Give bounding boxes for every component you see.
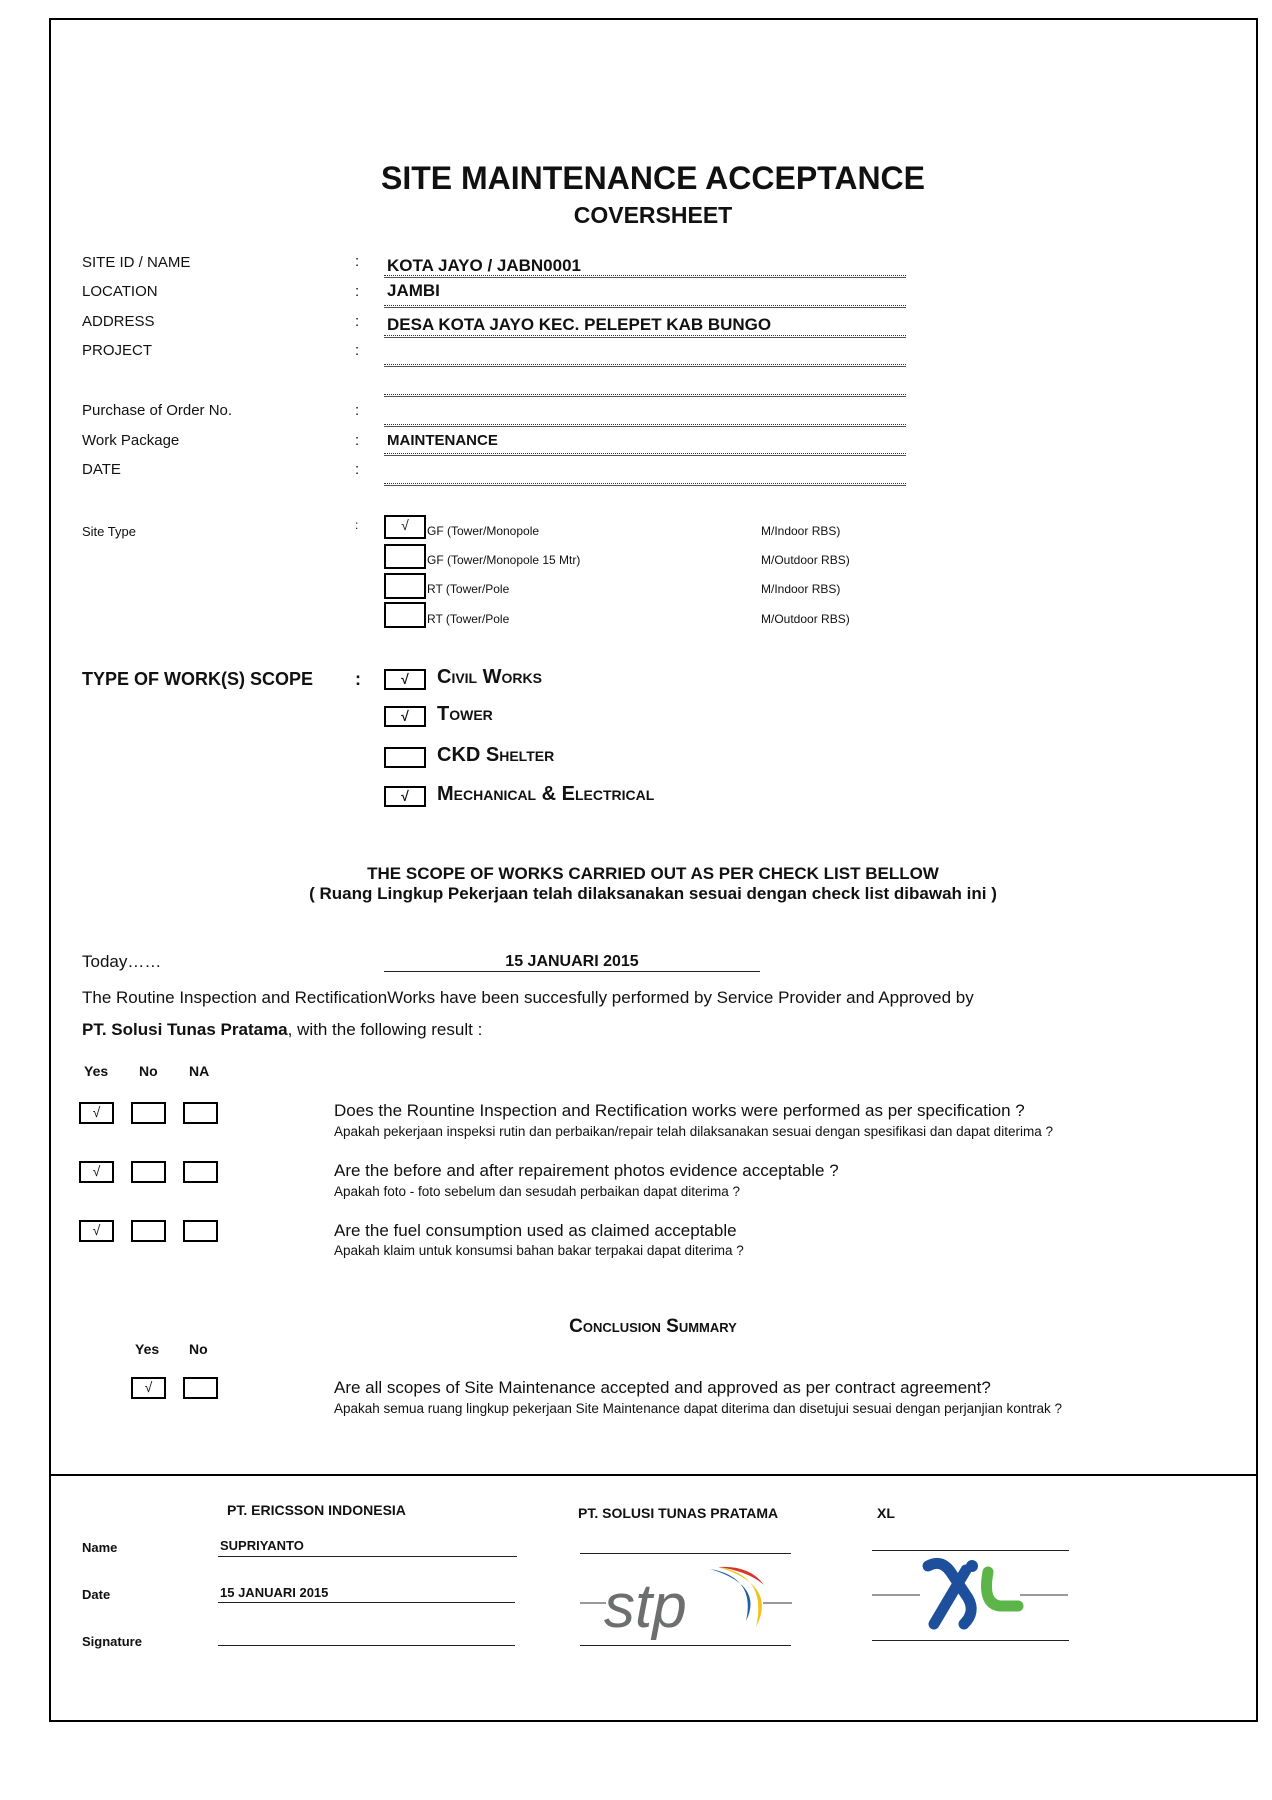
q1-na-checkbox[interactable] <box>183 1102 218 1124</box>
name-label: Name <box>82 1540 118 1555</box>
q3-na-checkbox[interactable] <box>183 1220 218 1242</box>
date-label: Date <box>82 1587 111 1602</box>
scope-heading: THE SCOPE OF WORKS CARRIED OUT AS PER CHECK LIST BELLOW <box>367 864 939 883</box>
scope-mechanical-electrical: Mechanical & Electrical <box>437 783 655 805</box>
conclusion-yes-checkbox[interactable]: √ <box>131 1377 166 1399</box>
colon: : <box>355 402 360 419</box>
signature-label: Signature <box>82 1634 142 1649</box>
company-ericsson: PT. ERICSSON INDONESIA <box>227 1502 406 1518</box>
label-work-package: Work Package <box>82 432 180 449</box>
colon: : <box>355 342 360 359</box>
today-date[interactable]: 15 JANUARI 2015 <box>505 953 639 970</box>
stp-line <box>580 1553 791 1554</box>
col-na: NA <box>189 1063 210 1079</box>
conclusion-no-checkbox[interactable] <box>183 1377 218 1399</box>
footer-divider <box>49 1474 1258 1476</box>
field-line <box>384 305 906 308</box>
colon: : <box>355 432 360 449</box>
stp-logo <box>578 1555 794 1645</box>
q3-text-indonesian: Apakah klaim untuk konsumsi bahan bakar terpakai dapat diterima ? <box>334 1243 744 1258</box>
site-type-rbs-1: M/Indoor RBS) <box>761 524 841 538</box>
today-line <box>384 971 760 972</box>
colon: : <box>355 461 360 478</box>
site-type-rbs-2: M/Outdoor RBS) <box>761 553 850 567</box>
label-project: PROJECT <box>82 342 153 359</box>
site-type-option-4: RT (Tower/Pole <box>427 612 510 626</box>
q3-text: Are the fuel consumption used as claimed acceptable <box>334 1221 737 1240</box>
label-address: ADDRESS <box>82 313 155 330</box>
scope-checkbox-ckd[interactable] <box>384 747 426 768</box>
colon: : <box>355 669 361 689</box>
page-subtitle: COVERSHEET <box>573 202 733 228</box>
field-line <box>384 335 906 338</box>
statement-company: PT. Solusi Tunas Pratama <box>82 1020 288 1039</box>
work-package-value[interactable]: MAINTENANCE <box>387 432 498 449</box>
site-type-option-1: GF (Tower/Monopole <box>427 524 540 538</box>
site-type-rbs-3: M/Indoor RBS) <box>761 582 841 596</box>
conclusion-col-yes: Yes <box>135 1341 160 1357</box>
q2-text-indonesian: Apakah foto - foto sebelum dan sesudah perbaikan dapat diterima ? <box>334 1184 741 1199</box>
company-xl: XL <box>877 1505 895 1521</box>
scope-checkbox-tower[interactable]: √ <box>384 706 426 727</box>
label-location: LOCATION <box>82 283 158 300</box>
scope-civil-works: Civil Works <box>437 666 542 688</box>
xl-line <box>872 1640 1069 1641</box>
q2-text: Are the before and after repairement photos evidence acceptable ? <box>334 1161 839 1180</box>
label-site-type: Site Type <box>82 524 136 539</box>
col-no: No <box>139 1063 158 1079</box>
scope-ckd-shelter: CKD Shelter <box>437 744 555 766</box>
name-line <box>218 1556 517 1557</box>
q2-no-checkbox[interactable] <box>131 1161 166 1183</box>
q3-yes-checkbox[interactable]: √ <box>79 1220 114 1242</box>
company-stp: PT. SOLUSI TUNAS PRATAMA <box>578 1505 779 1521</box>
site-id-value[interactable]: KOTA JAYO / JABN0001 <box>387 256 581 275</box>
statement-line-2 <box>82 1020 482 1040</box>
signature-line <box>218 1645 515 1646</box>
col-yes: Yes <box>84 1063 109 1079</box>
statement-tail: , with the following result : <box>287 1020 483 1039</box>
q2-na-checkbox[interactable] <box>183 1161 218 1183</box>
q1-text: Does the Rountine Inspection and Rectification works were performed as per specification ? <box>334 1101 1025 1120</box>
label-date: DATE <box>82 461 121 478</box>
scope-heading-indonesian: ( Ruang Lingkup Pekerjaan telah dilaksanakan sesuai dengan check list dibawah ini ) <box>309 884 997 903</box>
site-type-option-2: GF (Tower/Monopole 15 Mtr) <box>427 553 581 567</box>
q1-yes-checkbox[interactable]: √ <box>79 1102 114 1124</box>
conclusion-col-no: No <box>189 1341 208 1357</box>
stp-line <box>580 1645 791 1646</box>
field-line <box>384 275 906 278</box>
field-line <box>384 483 906 486</box>
date-line <box>218 1602 515 1603</box>
address-value[interactable]: DESA KOTA JAYO KEC. PELEPET KAB BUNGO <box>387 315 772 334</box>
xl-logo <box>870 1552 1070 1638</box>
scope-checkbox-me[interactable]: √ <box>384 786 426 807</box>
scope-tower: Tower <box>437 703 493 725</box>
site-type-checkbox-4[interactable] <box>384 602 426 628</box>
q1-text-indonesian: Apakah pekerjaan inspeksi rutin dan perbaikan/repair telah dilaksanakan sesuai dengan spesifikasi dan dapat diterima ? <box>334 1124 1053 1139</box>
site-type-checkbox-3[interactable] <box>384 573 426 599</box>
q1-no-checkbox[interactable] <box>131 1102 166 1124</box>
conclusion-question: Are all scopes of Site Maintenance accepted and approved as per contract agreement? <box>334 1378 991 1397</box>
site-type-option-3: RT (Tower/Pole <box>427 582 510 596</box>
field-line <box>384 424 906 427</box>
conclusion-heading: Conclusion Summary <box>569 1316 737 1337</box>
xl-line <box>872 1550 1069 1551</box>
svg-text:stp: stp <box>604 1572 687 1641</box>
site-type-checkbox-2[interactable] <box>384 544 426 569</box>
location-value[interactable]: JAMBI <box>387 281 440 300</box>
q2-yes-checkbox[interactable]: √ <box>79 1161 114 1183</box>
site-type-checkbox-1[interactable]: √ <box>384 515 426 539</box>
colon: : <box>355 518 359 532</box>
q3-no-checkbox[interactable] <box>131 1220 166 1242</box>
colon: : <box>355 253 360 270</box>
site-type-rbs-4: M/Outdoor RBS) <box>761 612 850 626</box>
label-site-id: SITE ID / NAME <box>82 254 191 271</box>
name-value[interactable]: SUPRIYANTO <box>220 1538 304 1553</box>
conclusion-question-indonesian: Apakah semua ruang lingkup pekerjaan Site Maintenance dapat diterima dan disetujui sesuai dengan perjanjian kontrak ? <box>334 1401 1062 1416</box>
label-po-number: Purchase of Order No. <box>82 402 233 419</box>
colon: : <box>355 313 360 330</box>
label-work-scope: TYPE OF WORK(S) SCOPE <box>82 669 314 689</box>
statement: The Routine Inspection and RectificationWorks have been succesfully performed by Service Provider and Approved by <box>82 988 974 1007</box>
date-value-footer[interactable]: 15 JANUARI 2015 <box>220 1585 329 1600</box>
colon: : <box>355 283 360 300</box>
today-label: Today…… <box>82 952 162 971</box>
field-line <box>384 394 906 397</box>
field-line <box>384 364 906 367</box>
scope-checkbox-civil[interactable]: √ <box>384 669 426 690</box>
page-title: SITE MAINTENANCE ACCEPTANCE <box>380 160 925 196</box>
field-line <box>384 453 906 456</box>
